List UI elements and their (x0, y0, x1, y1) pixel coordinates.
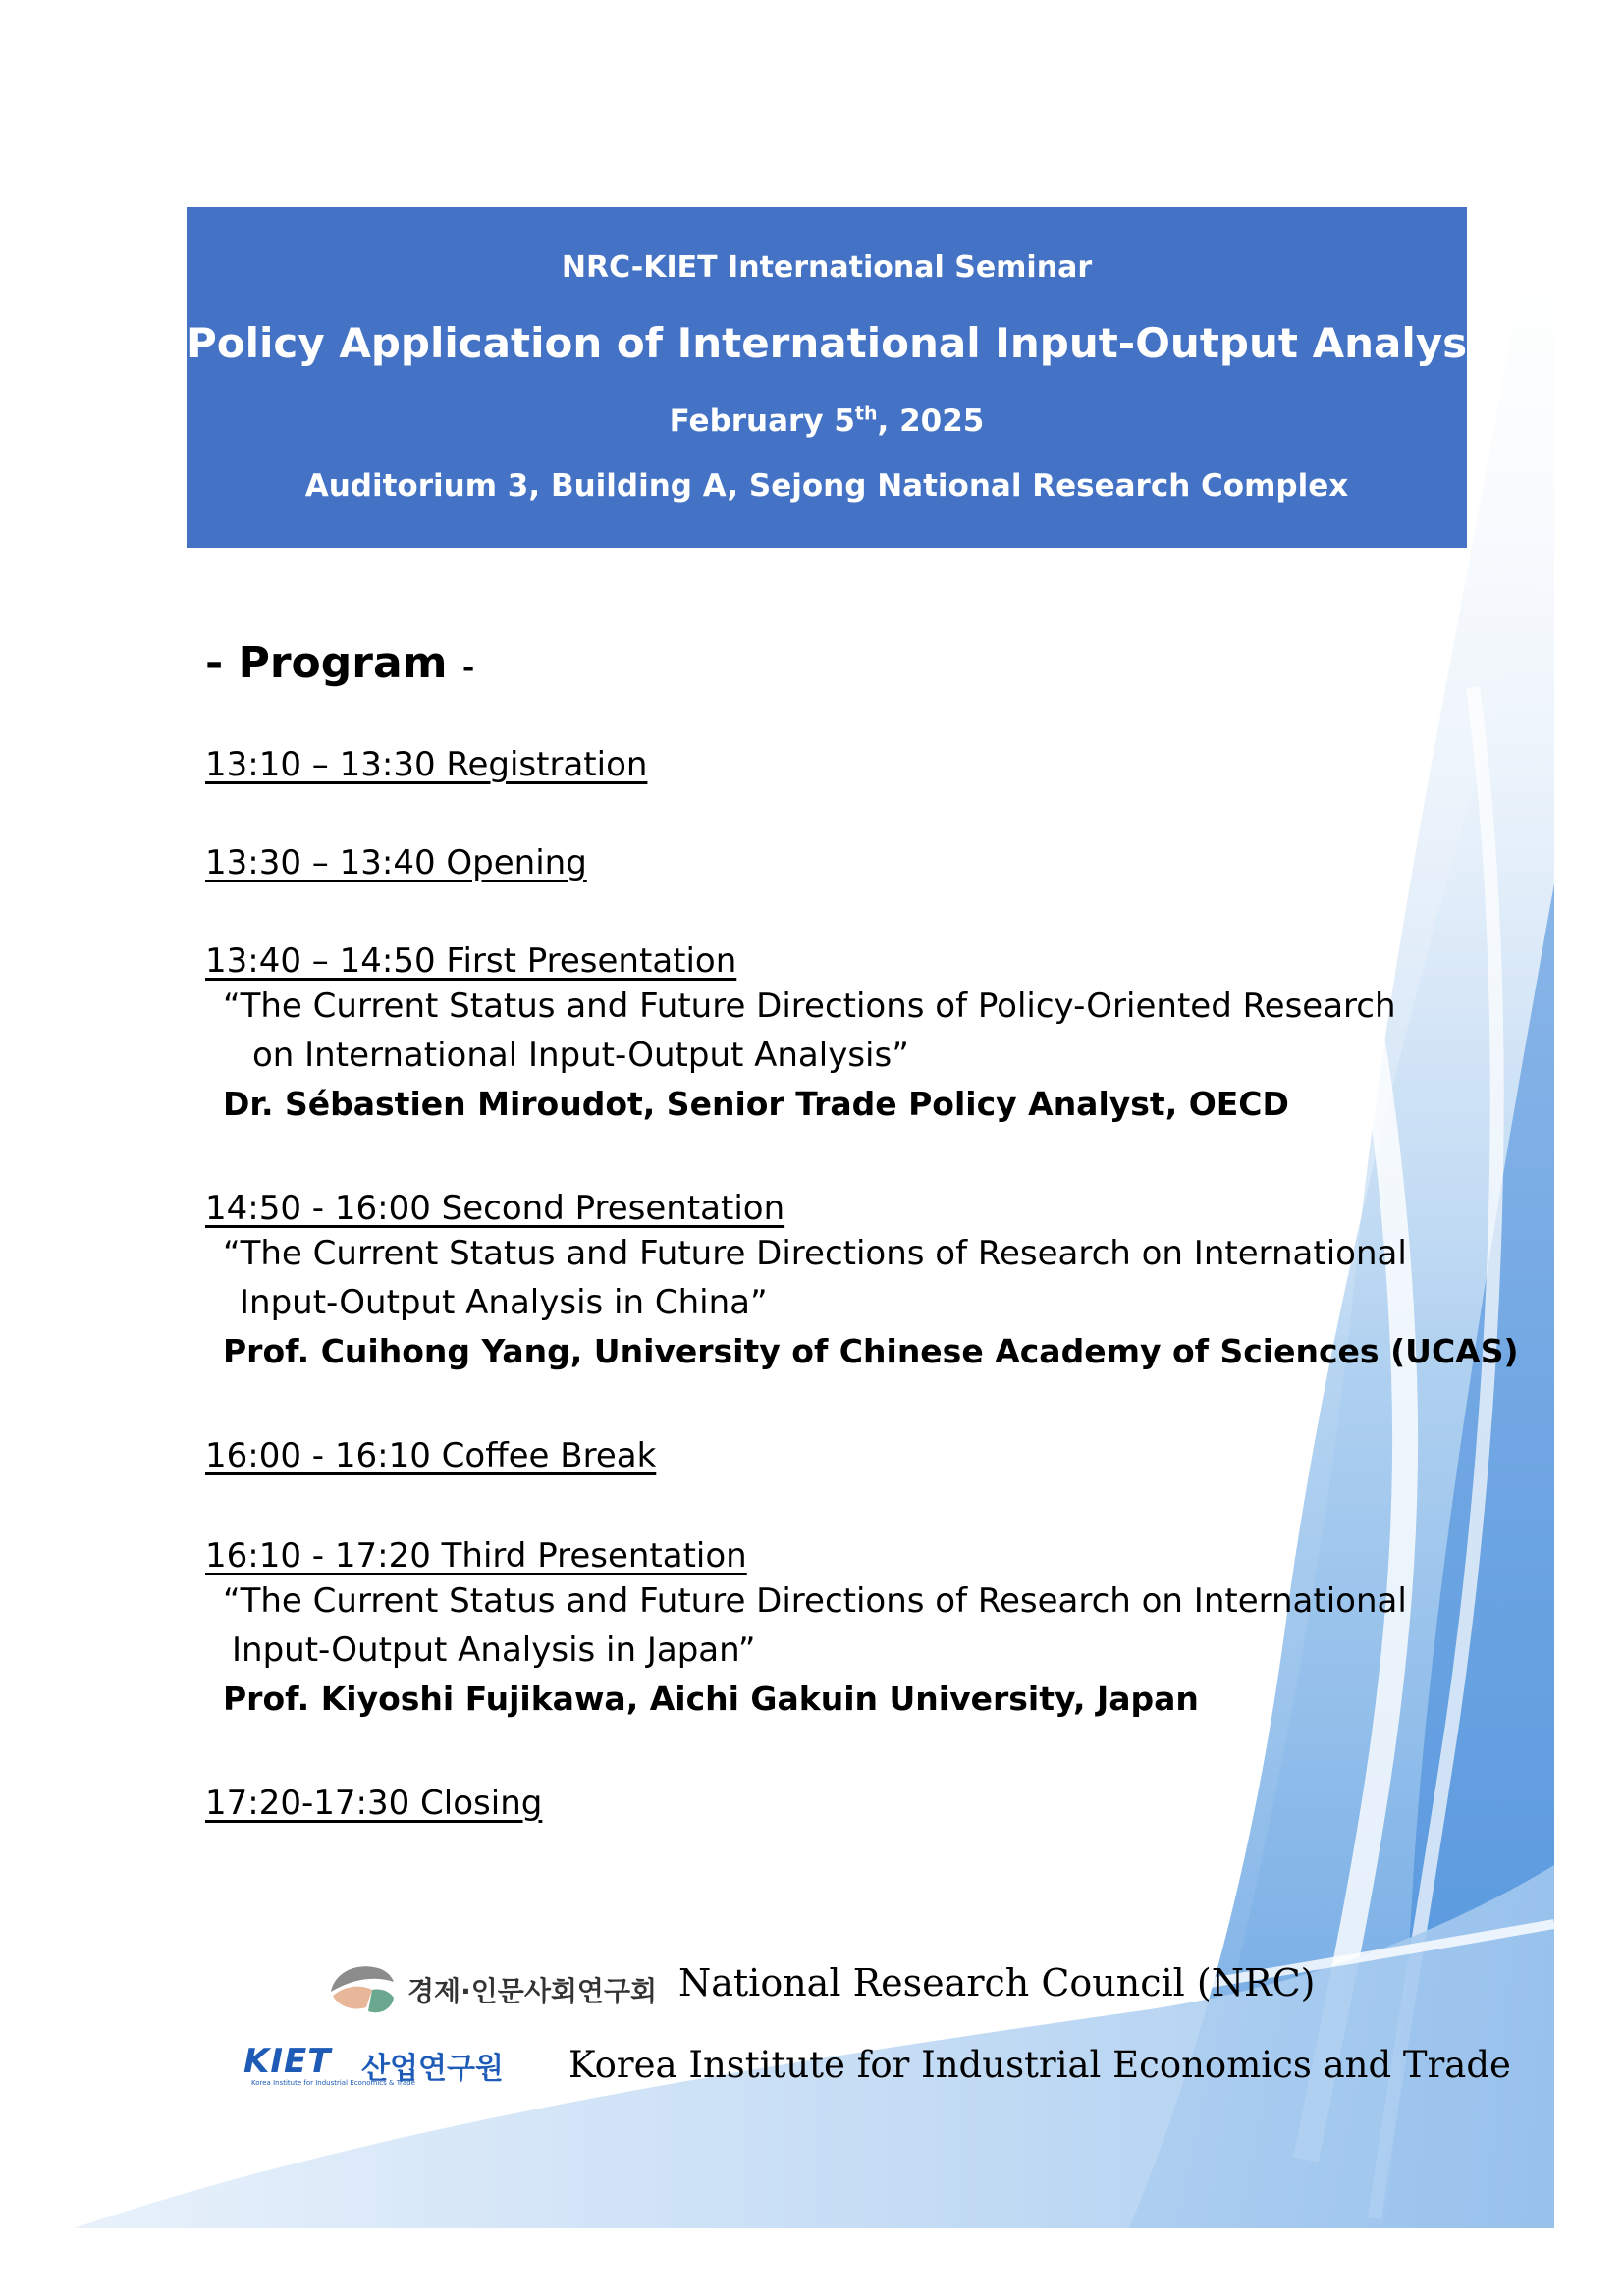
nrc-logo (327, 1958, 739, 2017)
nrc-korean-name: 경제·인문사회연구회 (407, 1975, 658, 2007)
session-third-presentation (205, 1535, 1407, 1724)
session-time: 17:20-17:30 Closing (205, 1784, 543, 1823)
session-time: 13:30 – 13:40 Opening (205, 843, 587, 882)
session-first-presentation (205, 940, 1396, 1129)
presentation-speaker: Dr. Sébastien Miroudot, Senior Trade Policy Analyst, OECD (223, 1085, 1289, 1123)
kiet-wordmark-subtext: Korea Institute for Industrial Economics & Trade (251, 2079, 415, 2087)
seminar-title: Policy Application of International Input-Output Analysis (187, 319, 1506, 367)
presentation-speaker: Prof. Kiyoshi Fujikawa, Aichi Gakuin University, Japan (223, 1680, 1199, 1718)
program-heading-dash: - (461, 651, 475, 685)
seminar-venue: Auditorium 3, Building A, Sejong National Research Complex (304, 468, 1349, 504)
program-heading (205, 638, 474, 688)
presentation-speaker: Prof. Cuihong Yang, University of Chinese Academy of Sciences (UCAS) (223, 1332, 1519, 1370)
presentation-title-continued: on International Input-Output Analysis” (252, 1036, 909, 1075)
kiet-english-name: Korea Institute for Industrial Economics and Trade (568, 2044, 1511, 2086)
presentation-title: “The Current Status and Future Directions of Research on International (223, 1581, 1407, 1621)
session-coffee-break (205, 1435, 656, 1476)
presentation-title: “The Current Status and Future Directions of Policy-Oriented Research (223, 987, 1396, 1026)
kiet-logo (243, 2042, 538, 2091)
nrc-emblem-icon (327, 1958, 396, 2015)
kiet-wordmark: KIET (243, 2042, 332, 2081)
session-closing (205, 1783, 542, 1824)
header-banner (187, 207, 1506, 548)
session-time: 14:50 - 16:00 Second Presentation (205, 1189, 785, 1228)
kiet-korean-name: 산업연구원 (361, 2052, 504, 2086)
date-suffix: th (854, 402, 878, 425)
presentation-title-continued: Input-Output Analysis in China” (240, 1283, 768, 1322)
date-year: , 2025 (877, 403, 985, 439)
session-registration (205, 744, 647, 785)
session-time: 13:40 – 14:50 First Presentation (205, 941, 737, 981)
session-time: 16:00 - 16:10 Coffee Break (205, 1436, 657, 1475)
program-heading-text: - Program (205, 638, 462, 688)
date-main: February 5 (669, 403, 855, 439)
presentation-title-continued: Input-Output Analysis in Japan” (232, 1630, 756, 1670)
seminar-date (187, 403, 1467, 439)
seminar-series: NRC-KIET International Seminar (561, 250, 1093, 285)
session-second-presentation (205, 1188, 1519, 1376)
nrc-english-name: National Research Council (NRC) (678, 1961, 1316, 2004)
session-opening (205, 842, 587, 883)
presentation-title: “The Current Status and Future Directions of Research on International (223, 1234, 1407, 1273)
session-time: 16:10 - 17:20 Third Presentation (205, 1536, 747, 1575)
session-time: 13:10 – 13:30 Registration (205, 745, 648, 784)
